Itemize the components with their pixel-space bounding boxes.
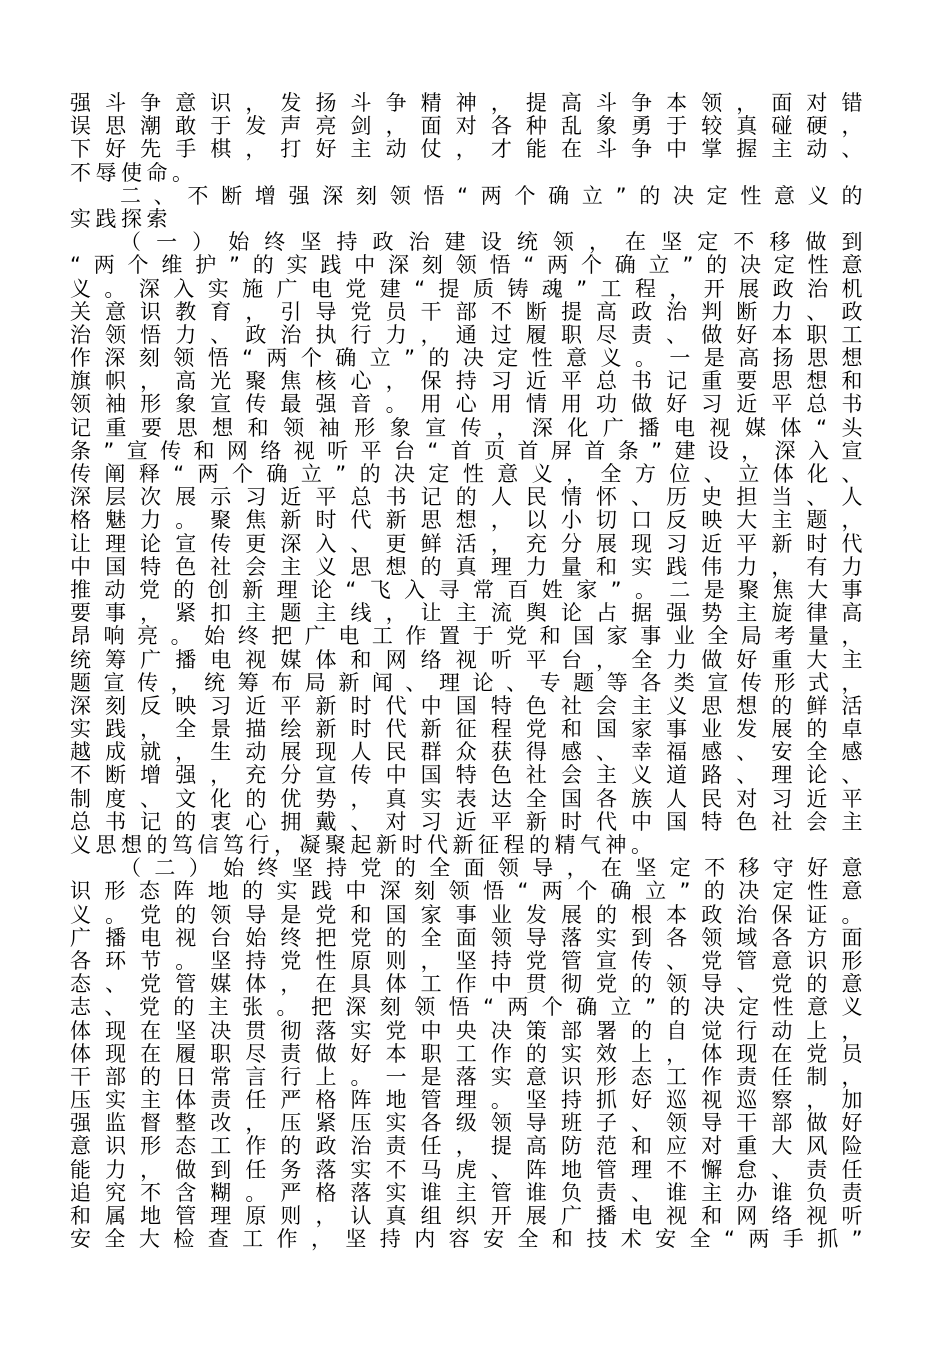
text-line: 强监督整改，压紧压实各级领导班子、领导干部做好: [70, 1112, 867, 1136]
text-line: 传阐释“两个确立”的决定性意义，全方位、立体化、: [70, 463, 867, 486]
text-line: 下好先手棋，打好主动仗，才能在斗争中掌握主动、: [70, 138, 867, 162]
text-line: 实践，全景描绘新时代新征程党和国家事业发展的卓: [70, 718, 867, 742]
subsection-heading: （一）始终坚持政治建设统领，在坚定不移做到: [120, 231, 867, 255]
text-line: 干部的日常言行上。一是落实意识形态工作责任制，: [70, 1065, 867, 1089]
text-line: 追究不含糊。严格落实谁主管谁负责、谁主办谁负责: [70, 1181, 867, 1205]
text-line: 广播电视台始终把党的全面领导落实到各领域各方面: [70, 926, 867, 950]
text-line: 旗帜，高光聚焦核心，保持习近平总书记重要思想和: [70, 370, 867, 394]
section-heading-continued: 实践探索: [70, 207, 172, 231]
text-line: 深层次展示习近平总书记的人民情怀、历史担当、人: [70, 486, 867, 510]
document-page: [70, 92, 867, 1251]
text-line: 统筹广播电视媒体和网络视听平台，全力做好重大主: [70, 648, 867, 672]
text-line: 强斗争意识，发扬斗争精神，提高斗争本领，面对错: [70, 92, 867, 115]
text-line: 误思潮敢于发声亮剑，面对各种乱象勇于较真碰硬，: [70, 115, 867, 139]
text-line: “两个维护”的实践中深刻领悟“两个确立”的决定性意: [70, 254, 867, 278]
text-line: 意识形态工作的政治责任，提高防范和应对重大风险: [70, 1135, 867, 1159]
text-line: 治领悟力、政治执行力，通过履职尽责、做好本职工: [70, 323, 867, 347]
text-line: 推动党的创新理论“飞入寻常百姓家”。二是聚焦大事: [70, 578, 867, 602]
text-line: 不断增强，充分宣传中国特色社会主义道路、理论、: [70, 764, 867, 788]
text-line: 各环节。坚持党性原则，坚持党管宣传、党管意识形: [70, 949, 867, 973]
text-line: 和属地管理原则，认真组织开展广播电视和网络视听: [70, 1205, 867, 1228]
section-heading: 二、不断增强深刻领悟“两个确立”的决定性意义的: [120, 184, 867, 208]
text-line: 记重要思想和领袖形象宣传，深化广播电视媒体“头: [70, 416, 867, 440]
text-line: 压实主体责任严格阵地管理。坚持抓好巡视巡察，加: [70, 1089, 867, 1113]
text-line: 安全大检查工作，坚持内容安全和技术安全“两手抓”: [70, 1228, 867, 1252]
text-line: 义思想的笃信笃行，凝聚起新时代新征程的精气神。: [70, 834, 657, 857]
text-line: 让理论宣传更深入、更鲜活，充分展现习近平新时代: [70, 532, 867, 556]
text-line: 领袖形象宣传最强音。用心用情用功做好习近平总书: [70, 393, 867, 417]
text-line: 中国特色社会主义思想的真理力量和实践伟力，有力: [70, 555, 867, 579]
text-line: 格魅力。聚焦新时代新思想，以小切口反映大主题，: [70, 509, 867, 533]
text-line: 越成就，生动展现人民群众获得感、幸福感、安全感: [70, 741, 867, 765]
text-line: 题宣传，统筹布局新闻、理论、专题等各类宣传形式，: [70, 671, 867, 695]
text-line: 昂响亮。始终把广电工作置于党和国家事业全局考量，: [70, 625, 867, 649]
text-line: 作深刻领悟“两个确立”的决定性意义。一是高扬思想: [70, 347, 867, 371]
text-line: 识形态阵地的实践中深刻领悟“两个确立”的决定性意: [70, 880, 867, 904]
text-line: 态、党管媒体，在具体工作中贯彻党的领导、党的意: [70, 973, 867, 997]
subsection-heading: （二）始终坚持党的全面领导，在坚定不移守好意: [120, 857, 867, 881]
text-line: 制度、文化的优势，真实表达全国各族人民对习近平: [70, 787, 867, 811]
text-line: 条”宣传和网络视听平台“首页首屏首条”建设，深入宣: [70, 439, 867, 463]
text-line: 关意识教育，引导党员干部不断提高政治判断力、政: [70, 300, 867, 324]
text-line: 体现在坚决贯彻落实党中央决策部署的自觉行动上，: [70, 1019, 867, 1043]
text-line: 能力，做到任务落实不马虎、阵地管理不懈怠、责任: [70, 1158, 867, 1182]
text-line: 要事，紧扣主题主线，让主流舆论占据强势主旋律高: [70, 602, 867, 626]
text-line: 志、党的主张。把深刻领悟“两个确立”的决定性意义: [70, 996, 867, 1020]
text-line: 不辱使命。: [70, 161, 198, 185]
text-line: 义。深入实施广电党建“提质铸魂”工程，开展政治机: [70, 277, 867, 301]
text-line: 义。党的领导是党和国家事业发展的根本政治保证。: [70, 903, 867, 927]
text-line: 深刻反映习近平新时代中国特色社会主义思想的鲜活: [70, 694, 867, 718]
text-line: 体现在履职尽责做好本职工作的实效上，体现在党员: [70, 1042, 867, 1066]
text-line: 总书记的衷心拥戴、对习近平新时代中国特色社会主: [70, 810, 867, 834]
